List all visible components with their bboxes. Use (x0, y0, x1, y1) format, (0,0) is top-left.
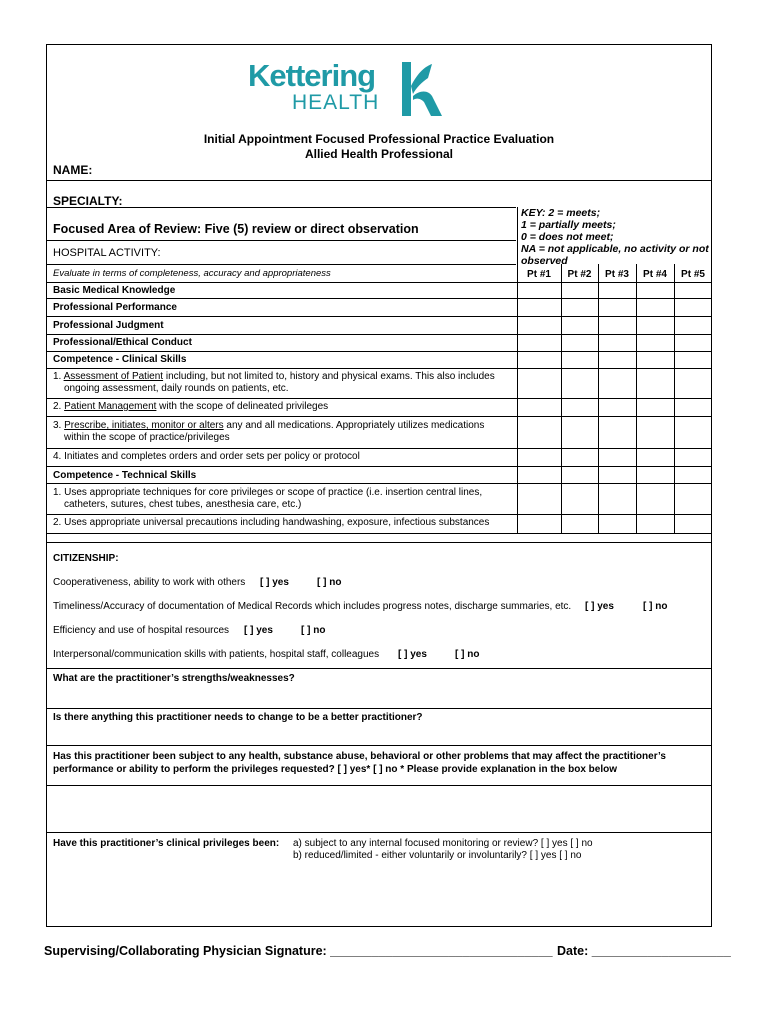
privileges-question: Have this practitioner’s clinical privileges been: (53, 838, 280, 849)
grid-line (46, 334, 712, 335)
grid-line (46, 398, 712, 399)
row-clinical-1 (53, 371, 495, 382)
citizenship-q3: Efficiency and use of hospital resources (53, 625, 230, 636)
change-question: Is there anything this practitioner needs to change to be a better practitioner? (53, 712, 423, 723)
clinical-3-underlined: Prescribe, initiates, monitor or alters (64, 420, 224, 431)
row-technical-2: 2. Uses appropriate universal precautions including handwashing, exposure, infectious substances (53, 517, 490, 528)
section-divider (46, 832, 712, 833)
key-line-3: 0 = does not meet; (521, 231, 614, 243)
explanation-box[interactable] (47, 786, 711, 831)
health-question-line1: Has this practitioner been subject to any health, substance abuse, behavioral or other problems that may affect the practitioner’s (53, 751, 666, 762)
pt-header-4: Pt #4 (643, 269, 667, 280)
citizenship-q2: Timeliness/Accuracy of documentation of Medical Records which includes progress notes, discharge summaries, etc. (53, 601, 572, 612)
row-clinical-1-line2: ongoing assessment, daily rounds on patients, etc. (64, 383, 289, 394)
form-title: Initial Appointment Focused Professional Practice Evaluation (203, 132, 555, 146)
key-line-2: 1 = partially meets; (521, 219, 616, 231)
citizenship-q4: Interpersonal/communication skills with patients, hospital staff, colleagues (53, 649, 380, 660)
citizenship-q4-yes-checkbox[interactable]: [ ] yes (398, 649, 427, 660)
grid-column-line (517, 207, 518, 533)
citizenship-q3-no-checkbox[interactable]: [ ] no (301, 625, 326, 636)
grid-line (46, 316, 712, 317)
privileges-option-a[interactable]: a) subject to any internal focused monitoring or review? [ ] yes [ ] no (293, 838, 593, 849)
row-clinical-3-line2: within the scope of practice/privileges (64, 432, 230, 443)
pt-header-5: Pt #5 (681, 269, 705, 280)
clinical-1-number: 1. (53, 371, 64, 382)
citizenship-q1-yes-checkbox[interactable]: [ ] yes (260, 577, 289, 588)
row-technical-1-line2: catheters, sutures, chest tubes, anesthesia care, etc.) (64, 499, 302, 510)
section-divider (46, 745, 712, 746)
row-clinical-2 (53, 401, 328, 412)
grid-line (46, 282, 712, 283)
grid-line (46, 514, 712, 515)
key-line-4: NA = not applicable, no activity or not (521, 243, 709, 255)
clinical-2-underlined: Patient Management (64, 401, 157, 412)
logo-brand-text: Kettering (248, 58, 376, 93)
clinical-2-text: with the scope of delineated privileges (156, 401, 329, 412)
kettering-k-mark-icon (398, 60, 444, 118)
row-professional-performance: Professional Performance (53, 302, 177, 313)
form-subtitle: Allied Health Professional (304, 147, 454, 161)
clinical-3-number: 3. (53, 420, 65, 431)
grid-column-line (636, 264, 637, 533)
pt-header-2: Pt #2 (567, 269, 592, 280)
citizenship-q1-no-checkbox[interactable]: [ ] no (317, 577, 342, 588)
clinical-2-number: 2. (53, 401, 65, 412)
citizenship-q3-yes-checkbox[interactable]: [ ] yes (244, 625, 273, 636)
clinical-1-underlined: Assessment of Patient (63, 371, 164, 382)
row-clinical-3 (53, 420, 484, 431)
date-line[interactable]: Date: ____________________ (557, 944, 731, 958)
grid-line (46, 416, 712, 417)
key-line-1: KEY: 2 = meets; (521, 207, 601, 219)
grid-line (46, 542, 712, 543)
activity-divider (46, 264, 516, 265)
key-line-5: observed (521, 255, 568, 267)
row-clinical-4: 4. Initiates and completes orders and order sets per policy or protocol (53, 451, 360, 462)
specialty-divider (46, 207, 516, 208)
privileges-option-b[interactable]: b) reduced/limited - either voluntarily or involuntarily? [ ] yes [ ] no (293, 850, 582, 861)
name-divider (46, 180, 712, 181)
clinical-3-text: any and all medications. Appropriately utilizes medications (223, 420, 485, 431)
clinical-1-text: including, but not limited to, history and physical exams. This also includes (163, 371, 495, 382)
grid-line (46, 483, 712, 484)
focused-area-heading: Focused Area of Review: Five (5) review or direct observation (53, 222, 419, 236)
citizenship-q2-yes-checkbox[interactable]: [ ] yes (585, 601, 614, 612)
row-clinical-skills-header: Competence - Clinical Skills (53, 354, 187, 365)
citizenship-q4-no-checkbox[interactable]: [ ] no (455, 649, 480, 660)
pt-header-3: Pt #3 (605, 269, 629, 280)
grid-line (46, 448, 712, 449)
grid-line (46, 298, 712, 299)
grid-column-line (598, 264, 599, 533)
row-technical-1: 1. Uses appropriate techniques for core privileges or scope of practice (i.e. insertion central lines, (53, 487, 483, 498)
grid-column-line (674, 264, 675, 533)
row-basic-medical-knowledge: Basic Medical Knowledge (53, 285, 176, 296)
strengths-question: What are the practitioner’s strengths/weaknesses? (53, 673, 295, 684)
health-question-line2: performance or ability to perform the privileges requested? [ ] yes* [ ] no * Please provide explanation in the box below (53, 764, 618, 775)
name-field-label: NAME: (53, 163, 93, 177)
row-professional-judgment: Professional Judgment (53, 320, 164, 331)
grid-line (46, 466, 712, 467)
grid-line (46, 368, 712, 369)
focus-divider (46, 240, 516, 241)
citizenship-q2-no-checkbox[interactable]: [ ] no (643, 601, 668, 612)
section-divider (46, 708, 712, 709)
signature-line[interactable]: Supervising/Collaborating Physician Signature: ________________________________ (44, 944, 553, 958)
logo-sub-text: HEALTH (292, 91, 380, 114)
row-technical-skills-header: Competence - Technical Skills (53, 470, 197, 481)
grid-line (46, 533, 712, 534)
rating-key (521, 207, 711, 267)
evaluate-note: Evaluate in terms of completeness, accuracy and appropriateness (53, 268, 331, 279)
hospital-activity-label: HOSPITAL ACTIVITY: (53, 247, 161, 259)
citizenship-q1: Cooperativeness, ability to work with others (53, 577, 246, 588)
grid-line (46, 351, 712, 352)
section-divider (46, 668, 712, 669)
citizenship-heading: CITIZENSHIP: (53, 553, 119, 564)
row-ethical-conduct: Professional/Ethical Conduct (53, 337, 192, 348)
specialty-field-label: SPECIALTY: (53, 194, 123, 208)
kettering-health-logo (248, 58, 448, 120)
grid-column-line (561, 264, 562, 533)
pt-header-1: Pt #1 (527, 269, 551, 280)
